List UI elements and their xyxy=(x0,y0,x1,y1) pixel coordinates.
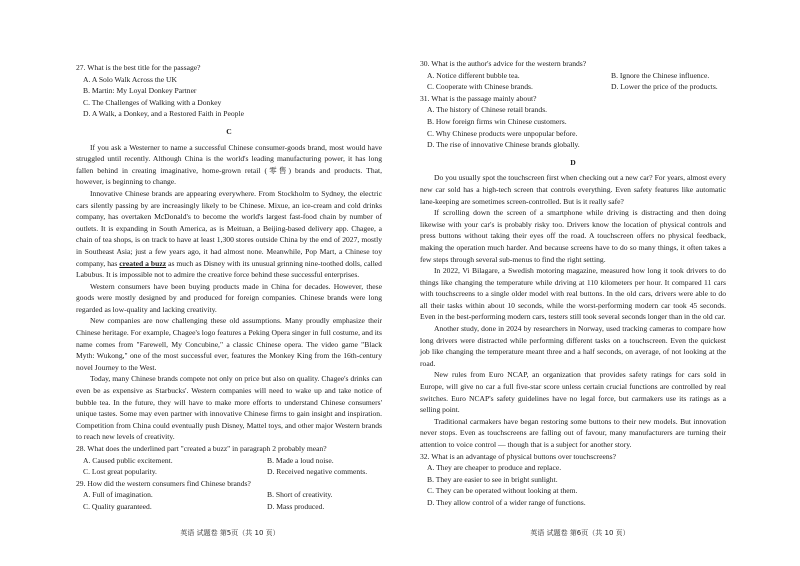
passage-d-paragraph-3: In 2022, Vi Bilagare, a Swedish motoring magazine, measured how long it took drivers to do things like changing the temperature while driving at 110 kilometers per hour. It compared 11 cars with touchscreens to a single older model with real buttons. In the old cars, drivers were able to do all their tasks within about 10 seconds, while the worst-performing modern car took 45 seconds. Even in the best-performing modern cars, testers still took several seconds longer than in the old car. xyxy=(420,266,726,322)
question-30-option-b: B. Ignore the Chinese influence. xyxy=(611,70,710,80)
question-27-option-b: B. Martin: My Loyal Donkey Partner xyxy=(83,86,197,96)
exam-page-6 xyxy=(400,0,800,566)
question-31-option-c: C. Why Chinese products were unpopular before. xyxy=(427,128,578,138)
page-5-footer: 英语 试题卷 第5页（共 10 页） xyxy=(180,529,280,537)
page-6-footer: 英语 试题卷 第6页（共 10 页） xyxy=(530,529,630,537)
question-28-option-b: B. Made a loud noise. xyxy=(267,455,334,465)
question-27-option-c: C. The Challenges of Walking with a Donkey xyxy=(83,97,222,107)
question-29 xyxy=(76,478,382,513)
passage-c-paragraph-1: If you ask a Westerner to name a successful Chinese consumer-goods brand, most would have struggled until recently. Although China is the world's leading manufacturing power, it has long fallen behind in creating imaginative, home-grown retail (零售) brands and products. That, however, is beginning to change. xyxy=(76,142,382,187)
paragraph-2-text-before: Innovative Chinese brands are appearing everywhere. From Stockholm to Sydney, the electric cars silently passing by are increasingly likely to be Chinese. Mixue, an ice-cream and cold drinks company, has overtaken McDonald's to become the world's largest fast-food chain by number of outlets. It is expanding in South America, as is Meituan, a Beijing-based delivery app. Chagee, a chain of tea shops, is on track to have at least 1,300 stores outside China by the end of 2027, mostly in Southeast Asia; just a few years ago, it had almost none. Meanwhile, Pop Mart, a Chinese toy company, has xyxy=(76,188,382,268)
passage-d-paragraph-4: Another study, done in 2024 by researchers in Norway, used tracking cameras to compare how long drivers were distracted while performing different tasks on a touchscreen. Even the quickest job like changing the temperature meant three and a half seconds, on average, of not looking at the road. xyxy=(420,324,726,368)
question-30-option-c: C. Cooperate with Chinese brands. xyxy=(427,82,533,92)
question-30-options xyxy=(427,70,726,93)
question-32-option-a: A. They are cheaper to produce and replace. xyxy=(427,463,562,473)
question-27-option-a: A. A Solo Walk Across the UK xyxy=(83,74,177,84)
section-d-heading: D xyxy=(570,157,576,167)
question-30-stem: 30. What is the author's advice for the western brands? xyxy=(420,59,587,68)
question-30-option-a: A. Notice different bubble tea. xyxy=(427,70,520,80)
question-29-options xyxy=(83,489,382,512)
question-32-option-b: B. They are easier to see in bright sunlight. xyxy=(427,474,558,484)
question-31-option-d: D. The rise of innovative Chinese brands globally. xyxy=(427,140,580,150)
question-28-options xyxy=(83,455,382,478)
question-29-option-a: A. Full of imagination. xyxy=(83,490,153,500)
question-27-option-d: D. A Walk, a Donkey, and a Restored Faith in People xyxy=(83,109,244,119)
question-32 xyxy=(420,451,726,509)
passage-c-paragraph-2 xyxy=(76,188,382,281)
question-32-option-d: D. They allow control of a wider range of functions. xyxy=(427,497,586,507)
question-31 xyxy=(420,93,726,151)
question-31-stem: 31. What is the passage mainly about? xyxy=(420,93,537,103)
passage-d-paragraph-2: If scrolling down the screen of a smartphone while driving is distracting and then doing likewise with your car's is probably risky too. Drivers know the location of physical controls and press buttons without taking their eyes off the road. A touchscreen offers no physical feedback, making the operation much harder. And because screens have to do so many things, it often takes a few steps through several sub-menus to find the right setting. xyxy=(420,208,726,264)
section-c-heading: C xyxy=(226,126,232,136)
question-28-stem: 28. What does the underlined part "created a buzz" in paragraph 2 probably mean? xyxy=(76,444,327,453)
passage-d-paragraph-6: Traditional carmakers have began restoring some buttons to their new models. But innovation never stops. Even as touchscreens are falling out of favour, many manufacturers are turning their attention to voice control — though that is a subject for another story. xyxy=(420,416,726,449)
question-29-option-c: C. Quality guaranteed. xyxy=(83,501,152,511)
question-29-option-b: B. Short of creativity. xyxy=(267,490,333,500)
question-27-stem: 27. What is the best title for the passage? xyxy=(76,63,201,72)
passage-d-paragraph-1: Do you usually spot the touchscreen first when checking out a new car? For years, almost every new car sold has a high-tech screen that controls everything. Even safety features like automatic lane-keeping are sometimes screen-controlled. But is it really safe? xyxy=(420,173,726,206)
question-29-stem: 29. How did the western consumers find Chinese brands? xyxy=(76,478,251,488)
question-28-option-d: D. Received negative comments. xyxy=(267,467,368,477)
question-29-option-d: D. Mass produced. xyxy=(267,501,325,511)
question-28-option-c: C. Lost great popularity. xyxy=(83,467,157,477)
passage-c-paragraph-3: Western consumers have been buying products made in China for decades. However, these goods were mostly designed by and produced for foreign companies. Chinese brands were long regarded as low-quality and lacking creativity. xyxy=(76,281,382,314)
question-30 xyxy=(420,58,726,93)
paragraph-2-text-after: as much as Disney with its unusual grinning nine-toothed dolls, called Labubus. It is impossible not to admire the creative force behind these successful enterprises. xyxy=(76,258,382,280)
passage-c-paragraph-5: Today, many Chinese brands compete not only on price but also on quality. Chagee's drinks can even be as expensive as Starbucks'. Western companies will need to wake up and take notice of bubble tea. In the future, they will have to make more efforts to understand Chinese consumers' unique tastes. Some may even partner with innovative Chinese firms to gain insight and inspiration. Competition from China could eventually push Disney, Mattel toys, and other major Western brands to reach new levels of creativity. xyxy=(76,374,382,442)
passage-d-paragraph-5: New rules from Euro NCAP, an organization that provides safety ratings for cars sold in Europe, will give no car a full five-star score unless certain crucial functions are controlled by real switches. Euro NCAP's safety guidelines have no legal force, but carmakers use its ratings as a selling point. xyxy=(420,370,726,415)
question-32-stem: 32. What is an advantage of physical buttons over touchscreens? xyxy=(420,451,616,461)
question-31-option-a: A. The history of Chinese retail brands. xyxy=(427,105,548,115)
question-27 xyxy=(76,62,382,120)
passage-c-paragraph-4: New companies are now challenging these old assumptions. Many proudly emphasize their Chinese heritage. For example, Chagee's logo features a Peking Opera singer in full costume, and its name comes from "Farewell, My Concubine," a classic Chinese opera. The video game "Black Myth: Wukong," one of the most successful ever, features the Monkey King from the 16th-century novel Journey to the West. xyxy=(76,316,382,372)
question-28 xyxy=(76,443,382,478)
question-31-option-b: B. How foreign firms win Chinese customers. xyxy=(427,116,567,126)
question-28-option-a: A. Caused public excitement. xyxy=(83,455,173,465)
left-column xyxy=(76,62,382,513)
underlined-phrase: created a buzz xyxy=(119,258,167,268)
question-30-option-d: D. Lower the price of the products. xyxy=(611,82,718,92)
question-32-option-c: C. They can be operated without looking at them. xyxy=(427,486,578,496)
right-column xyxy=(420,58,726,509)
